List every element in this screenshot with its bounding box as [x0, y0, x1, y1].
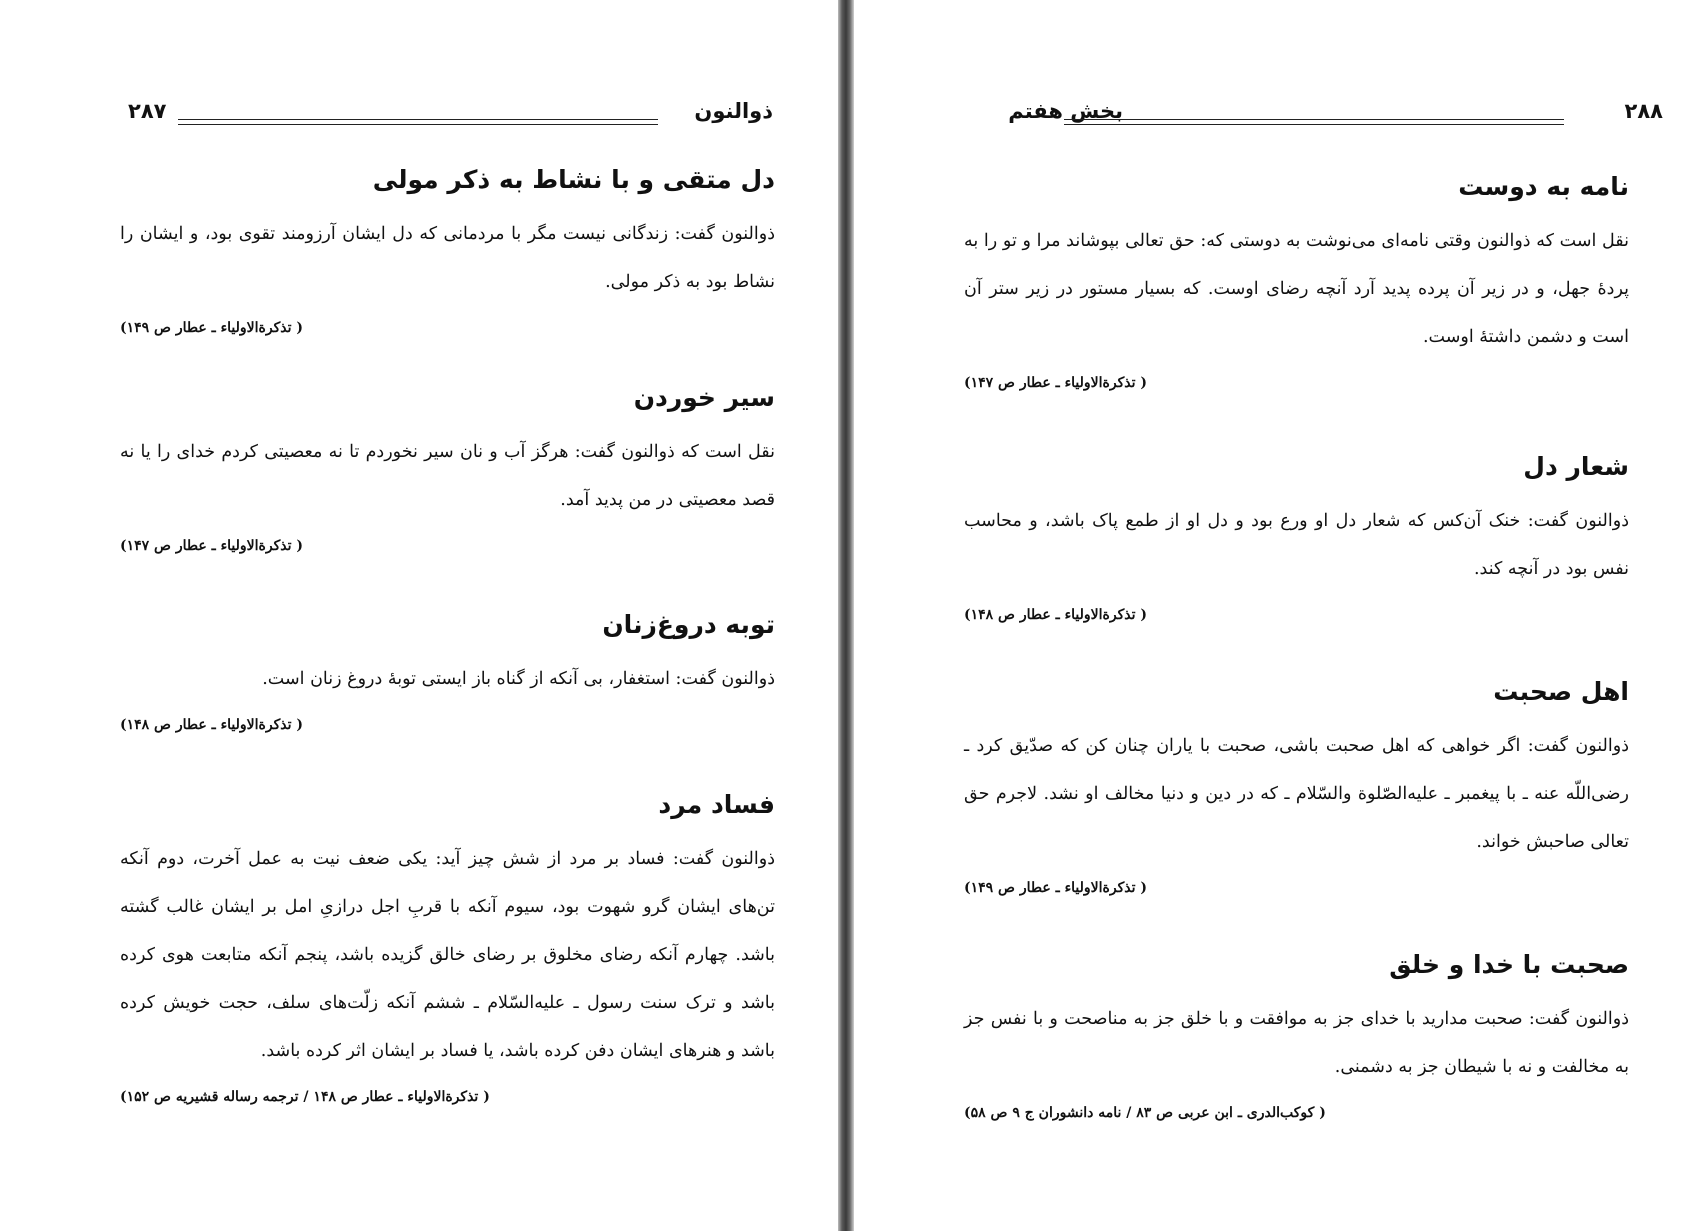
- right-page: [854, 0, 1683, 1231]
- page-number: ۲۸۷: [128, 99, 167, 123]
- section-body: نقل است که ذوالنون گفت: هرگز آب و نان سیر نخوردم تا نه معصیتی کردم خدای را یا نه قصد معصیتی در من پدید آمد.: [120, 442, 775, 510]
- section-title: فساد مرد: [658, 790, 775, 819]
- section: [964, 167, 1629, 391]
- source-citation: ( تذکرةالاولیاء ـ عطار ص ۱۴۹): [120, 320, 304, 336]
- source-citation: ( تذکرةالاولیاء ـ عطار ص ۱۴۸): [964, 607, 1148, 623]
- section-title: سیر خوردن: [633, 383, 775, 412]
- running-head: [0, 95, 838, 135]
- running-title: بخش هفتم: [1008, 99, 1123, 123]
- section: [964, 945, 1629, 1121]
- running-head: [854, 95, 1683, 135]
- section-body: ذوالنون گفت: اگر خواهی که اهل صحبت باشی، صحبت با یاران چنان کن که صدّیق کرد ـ رضی‌اللّه عنه ـ با پیغمبر ـ علیه‌الصّلوة والسّلام ـ که در دین و دنیا مخالف او نشد. لاجرم حق تعالی صاحبش خواند.: [964, 736, 1629, 852]
- section: [964, 672, 1629, 896]
- section-body: نقل است که ذوالنون وقتی نامه‌ای می‌نوشت به دوستی که: حق تعالی بپوشاند مرا و تو را به پردهٔ جهل، و در زیر آن پرده پدید آرد آنچه رضای اوست. که بسیار مستور در زیر ستر آن است و دشمن داشتهٔ اوست.: [964, 231, 1629, 347]
- source-citation: ( تذکرةالاولیاء ـ عطار ص ۱۴۹): [964, 880, 1148, 896]
- page-number: ۲۸۸: [1624, 99, 1663, 123]
- section-title: نامه به دوست: [1458, 172, 1629, 201]
- source-citation: ( تذکرةالاولیاء ـ عطار ص ۱۴۸): [120, 717, 304, 733]
- left-page: [0, 0, 838, 1231]
- section-body: ذوالنون گفت: فساد بر مرد از شش چیز آید: یکی ضعف نیت به عمل آخرت، دوم آنکه تن‌های ایشان گرو شهوت بود، سیوم آنکه با قربِ اجل درازیِ امل بر ایشان غالب گشته باشد. چهارم آنکه رضای مخلوق بر رضای خالق گزیده باشد، پنجم آنکه متابعت هوی کرده باشد و ترک سنت رسول ـ علیه‌السّلام ـ ششم آنکه زلّت‌های سلف، حجت خویش کرده باشد و هنرهای ایشان دفن کرده باشد، یا فساد بر ایشان اثر کرده باشد.: [120, 849, 775, 1061]
- section: [120, 785, 775, 1105]
- section-title: اهل صحبت: [1493, 677, 1629, 706]
- source-citation: ( تذکرةالاولیاء ـ عطار ص ۱۴۸ / ترجمه رساله قشیریه ص ۱۵۲): [120, 1089, 490, 1105]
- section: [120, 160, 775, 336]
- section: [120, 605, 775, 733]
- source-citation: ( تذکرةالاولیاء ـ عطار ص ۱۴۷): [964, 375, 1148, 391]
- section: [964, 447, 1629, 623]
- section-title: دل متقی و با نشاط به ذکر مولی: [372, 165, 775, 194]
- section-body: ذوالنون گفت: زندگانی نیست مگر با مردمانی که دل ایشان آرزومند تقوی بود، و ایشان را نشاط بود به ذکر مولی.: [120, 224, 775, 292]
- section-body: ذوالنون گفت: صحبت مدارید با خدای جز به موافقت و با خلق جز به مناصحت و با نفس جز به مخالفت و نه با شیطان جز به دشمنی.: [964, 1009, 1629, 1077]
- header-rule: [1064, 119, 1564, 125]
- section-title: شعار دل: [1523, 452, 1629, 481]
- section-title: توبه دروغ‌زنان: [602, 610, 775, 639]
- book-spine: [838, 0, 854, 1231]
- header-rule: [178, 119, 658, 125]
- section-body: ذوالنون گفت: استغفار، بی آنکه از گناه باز ایستی توبهٔ دروغ زنان است.: [262, 669, 775, 689]
- section: [120, 378, 775, 554]
- running-title: ذوالنون: [694, 99, 773, 123]
- source-citation: ( تذکرةالاولیاء ـ عطار ص ۱۴۷): [120, 538, 304, 554]
- source-citation: ( کوکب‌الدری ـ ابن عربی ص ۸۳ / نامه دانشوران ج ۹ ص ۵۸): [964, 1105, 1326, 1121]
- section-body: ذوالنون گفت: خنک آن‌کس که شعار دل او ورع بود و دل او از طمع پاک باشد، و محاسب نفس بود در آنچه کند.: [964, 511, 1629, 579]
- section-title: صحبت با خدا و خلق: [1389, 950, 1629, 979]
